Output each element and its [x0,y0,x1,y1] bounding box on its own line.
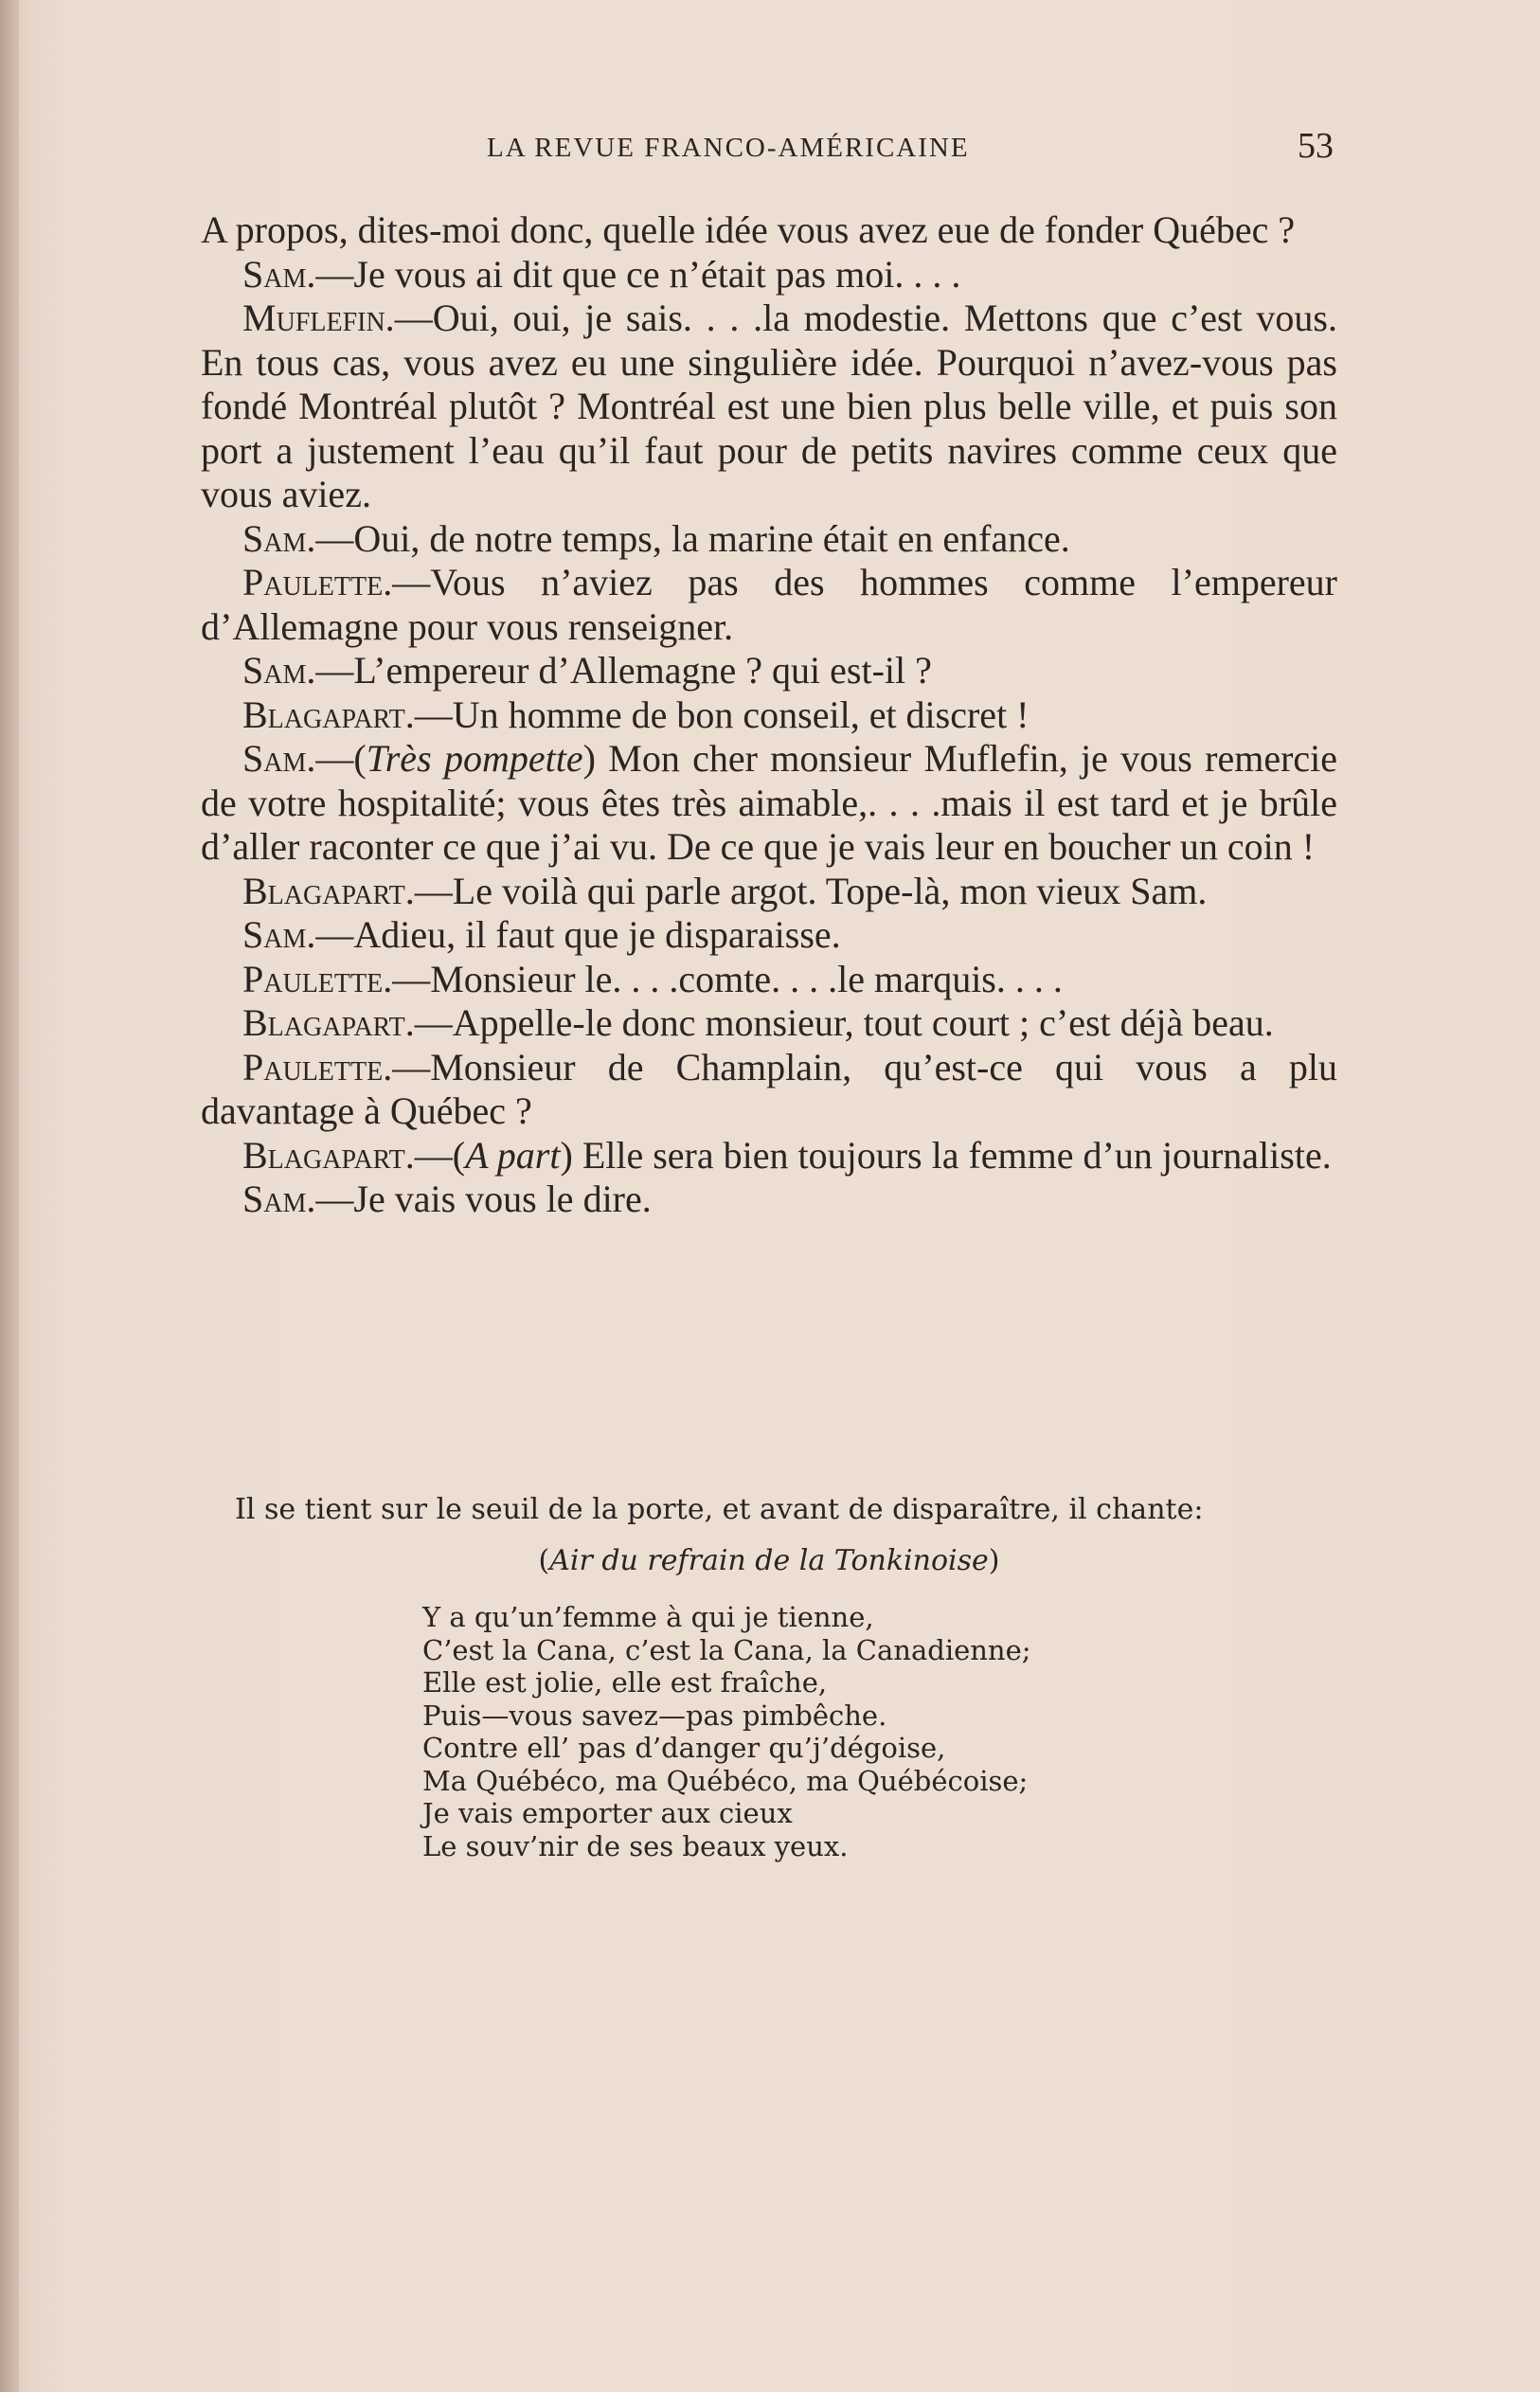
page-header [201,125,1337,172]
speaker-name: Paulette. [242,957,393,1000]
paragraph-text: —Le voilà qui parle argot. Tope-là, mon vieux Sam. [414,869,1208,912]
speaker-name: Paulette. [242,1045,393,1088]
song-line: Le souv’nir de ses beaux yeux. [422,1829,849,1862]
dialogue-paragraph: Sam.—(Très pompette) Mon cher monsieur Muflefin, je vous remercie de votre hospitalité; vous êtes très aimable,. . . .mais il est tard et je brûle d’aller raconter ce que j’ai vu. De ce que je vais leur en boucher un coin ! [201,737,1338,868]
song-line: Puis—vous savez—pas pimbêche. [422,1699,887,1732]
speaker-name: Sam. [242,252,316,296]
speaker-name: Blagapart. [242,1133,415,1177]
paragraph-text: —Vous n’aviez pas des hommes comme l’empereur d’Allemagne pour vous renseigner. [201,561,1337,648]
speaker-name: Blagapart. [242,869,415,912]
paragraph-text: —Monsieur le. . . .comte. . . .le marquis. . . . [392,957,1063,1000]
speaker-name: Blagapart. [242,1001,415,1044]
paragraph-text: —Adieu, il faut que je disparaisse. [315,913,841,956]
paragraph-text: Elle sera bien toujours la femme d’un journaliste. [582,1133,1332,1177]
song-line: Je vais emporter aux cieux [422,1797,793,1829]
paragraph-text: —Je vais vous le dire. [315,1178,652,1220]
dialogue-body [201,208,1337,1222]
song-line: Elle est jolie, elle est fraîche, [422,1666,828,1699]
dialogue-paragraph [201,1046,1337,1134]
stage-direction-inline: Très pompette [366,737,583,780]
song-line: Ma Québéco, ma Québéco, ma Québécoise; [422,1764,1029,1797]
paragraph-text: —Oui, de notre temps, la marine était en enfance. [315,516,1070,560]
paragraph-text: —Appelle-le donc monsieur, tout court ; c’est déjà beau. [414,1001,1274,1044]
dialogue-paragraph [201,913,1337,958]
speaker-name: Blagapart. [242,692,415,736]
air-title-text: Air du refrain de la Tonkinoise [549,1544,989,1577]
speaker-name: Paulette. [242,561,393,603]
dialogue-paragraph [201,649,1337,693]
running-title: LA REVUE FRANCO-AMÉRICAINE [487,133,970,163]
song-air-title: (Air du refrain de la Tonkinoise) [538,1544,1000,1577]
song-line: Contre ell’ pas d’danger qu’j’dégoise, [422,1732,946,1764]
dialogue-paragraph [201,208,1337,253]
dialogue-paragraph: Blagapart.—(A part) Elle sera bien toujours la femme d’un journaliste. [242,1133,1332,1177]
dialogue-paragraph [201,253,1337,297]
page-spine-shadow [0,0,19,2392]
speaker-name: Sam. [242,913,316,956]
paragraph-text: —Un homme de bon conseil, et discret ! [414,692,1030,736]
stage-direction-inline: A part [465,1133,561,1177]
paragraph-text: —Je vous ai dit que ce n’était pas moi. . . . [315,252,961,296]
speaker-name: Muflefin. [242,297,395,339]
speaker-name: Sam. [242,516,316,560]
dialogue-paragraph [201,1178,1337,1222]
paragraph-text: —L’empereur d’Allemagne ? qui est-il ? [315,649,932,692]
speaker-name: Sam. [242,737,316,780]
paragraph-text: Mon cher monsieur Muflefin, je vous remercie de votre hospitalité; vous êtes très aimable,. . . .mais il est tard et je brûle d’aller raconter ce que j’ai vu. De ce que je vais leur en boucher un coin ! [201,737,1338,868]
dialogue-paragraph [201,517,1337,562]
dialogue-paragraph [201,870,1337,914]
speaker-name: Sam. [242,1178,316,1220]
paragraph-text: —Oui, oui, je sais. . . .la modestie. Mettons que c’est vous. En tous cas, vous avez eu une singulière idée. Pourquoi n’avez-vous pas fondé Montréal plutôt ? Montréal est une bien plus belle ville, et puis son port a justement l’eau qu’il faut pour de petits navires comme ceux que vous aviez. [201,297,1337,515]
page-number: 53 [1298,126,1334,166]
dialogue-paragraph [201,1001,1337,1046]
song-verse [422,1601,1275,1862]
dialogue-paragraph [201,693,1337,738]
speaker-name: Sam. [242,649,316,692]
song-line: Y a qu’un’femme à qui je tienne, [422,1601,874,1633]
dialogue-paragraph [201,297,1337,517]
paragraph-text: —Monsieur de Champlain, qu’est-ce qui vous a plu davantage à Québec ? [201,1045,1337,1132]
song-line: C’est la Cana, c’est la Cana, la Canadienne; [422,1633,1031,1666]
dialogue-paragraph [201,561,1337,649]
stage-direction: Il se tient sur le seuil de la porte, et avant de disparaître, il chante: [235,1493,1204,1526]
paragraph-text: A propos, dites-moi donc, quelle idée vous avez eue de fonder Québec ? [201,208,1296,251]
dialogue-paragraph [201,958,1337,1002]
